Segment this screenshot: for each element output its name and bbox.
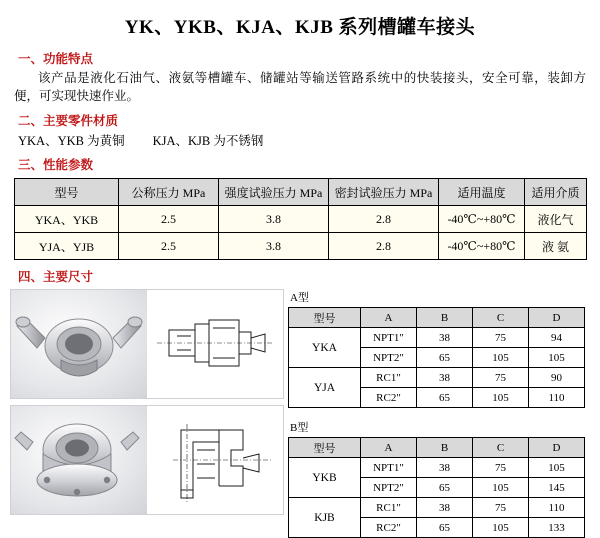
th-model: 型号 bbox=[289, 308, 361, 328]
cell-model: KJB bbox=[289, 498, 361, 538]
cell-d: 110 bbox=[529, 498, 585, 518]
cell-a: NPT2" bbox=[361, 478, 417, 498]
cell-temperature: -40℃~+80℃ bbox=[439, 233, 525, 260]
th-seal-test-pressure: 密封试验压力 MPa bbox=[329, 179, 439, 206]
th-medium: 适用介质 bbox=[525, 179, 587, 206]
material-stainless: KJA、KJB 为不锈钢 bbox=[152, 134, 264, 149]
th-nominal-pressure: 公称压力 MPa bbox=[119, 179, 219, 206]
th-c: C bbox=[473, 438, 529, 458]
section-heading-dimensions: 四、主要尺寸 bbox=[18, 270, 94, 285]
table-row bbox=[15, 206, 587, 233]
cell-d: 90 bbox=[529, 368, 585, 388]
cell-a: NPT1" bbox=[361, 458, 417, 478]
cell-d: 133 bbox=[529, 518, 585, 538]
cell-d: 110 bbox=[529, 388, 585, 408]
th-b: B bbox=[417, 308, 473, 328]
cell-b: 65 bbox=[417, 348, 473, 368]
flange-coupling-drawing-bottom bbox=[147, 406, 283, 514]
cell-a: RC2" bbox=[361, 518, 417, 538]
cell-b: 65 bbox=[417, 518, 473, 538]
cell-c: 105 bbox=[473, 388, 529, 408]
page-title: YK、YKB、KJA、KJB 系列槽罐车接头 bbox=[124, 17, 476, 38]
cell-c: 75 bbox=[473, 328, 529, 348]
cell-model: YKA bbox=[289, 328, 361, 368]
cell-d: 105 bbox=[529, 348, 585, 368]
th-d: D bbox=[529, 438, 585, 458]
cell-a: NPT2" bbox=[361, 348, 417, 368]
cell-model: YKA、YKB bbox=[15, 206, 119, 233]
flange-coupling-drawing-bottom-svg bbox=[147, 406, 283, 512]
cell-medium: 液化气 bbox=[525, 206, 587, 233]
cell-b: 38 bbox=[417, 328, 473, 348]
cell-a: RC1" bbox=[361, 368, 417, 388]
coupling-drawing-top bbox=[147, 290, 283, 398]
flange-coupling-photo-bottom-svg bbox=[11, 406, 147, 512]
spec-caption-a: A型 bbox=[290, 292, 309, 305]
coupling-drawing-top-svg bbox=[147, 290, 283, 396]
th-strength-test-pressure: 强度试验压力 MPa bbox=[219, 179, 329, 206]
table-row bbox=[289, 368, 585, 388]
th-a: A bbox=[361, 438, 417, 458]
table-header-row bbox=[15, 179, 587, 206]
cell-d: 145 bbox=[529, 478, 585, 498]
cell-b: 65 bbox=[417, 388, 473, 408]
spec-block-b bbox=[288, 419, 588, 538]
figure-type-a bbox=[10, 289, 284, 399]
performance-table bbox=[14, 178, 587, 260]
section-body-materials bbox=[18, 131, 600, 149]
cell-temperature: -40℃~+80℃ bbox=[439, 206, 525, 233]
th-b: B bbox=[417, 438, 473, 458]
cell-a: RC2" bbox=[361, 388, 417, 408]
cell-model: YKB bbox=[289, 458, 361, 498]
section-body-features: 该产品是液化石油气、液氨等槽罐车、储罐站等输送管路系统中的快装接头，安全可靠，装卸方便，可实现快速作业。 bbox=[14, 71, 586, 104]
cell-model: YJA、YJB bbox=[15, 233, 119, 260]
table-row bbox=[289, 458, 585, 478]
cell-d: 94 bbox=[529, 328, 585, 348]
dimensions-area bbox=[0, 289, 600, 538]
cell-c: 75 bbox=[473, 458, 529, 478]
coupling-photo-top-svg bbox=[11, 290, 147, 396]
cell-seal-test-pressure: 2.8 bbox=[329, 233, 439, 260]
section-heading-performance: 三、性能参数 bbox=[18, 158, 94, 173]
cell-a: RC1" bbox=[361, 498, 417, 518]
table-header-row bbox=[289, 308, 585, 328]
cell-c: 75 bbox=[473, 368, 529, 388]
th-d: D bbox=[529, 308, 585, 328]
coupling-photo-top bbox=[11, 290, 147, 398]
spec-block-a bbox=[288, 289, 588, 408]
image-column bbox=[10, 289, 282, 538]
cell-nominal-pressure: 2.5 bbox=[119, 233, 219, 260]
cell-strength-test-pressure: 3.8 bbox=[219, 206, 329, 233]
spec-caption-b: B型 bbox=[290, 422, 309, 435]
cell-d: 105 bbox=[529, 458, 585, 478]
cell-seal-test-pressure: 2.8 bbox=[329, 206, 439, 233]
cell-c: 105 bbox=[473, 348, 529, 368]
cell-b: 38 bbox=[417, 368, 473, 388]
cell-c: 105 bbox=[473, 518, 529, 538]
cell-b: 65 bbox=[417, 478, 473, 498]
spec-table-a bbox=[288, 307, 585, 408]
cell-medium: 液 氨 bbox=[525, 233, 587, 260]
performance-table-wrap bbox=[14, 178, 586, 260]
cell-c: 75 bbox=[473, 498, 529, 518]
table-row bbox=[289, 498, 585, 518]
table-row bbox=[289, 328, 585, 348]
table-row bbox=[15, 233, 587, 260]
th-model: 型号 bbox=[15, 179, 119, 206]
cell-nominal-pressure: 2.5 bbox=[119, 206, 219, 233]
section-heading-materials: 二、主要零件材质 bbox=[18, 114, 119, 129]
flange-coupling-photo-bottom bbox=[11, 406, 147, 514]
figure-type-b bbox=[10, 405, 284, 515]
cell-b: 38 bbox=[417, 498, 473, 518]
material-brass: YKA、YKB 为黄铜 bbox=[18, 134, 125, 149]
th-c: C bbox=[473, 308, 529, 328]
th-model: 型号 bbox=[289, 438, 361, 458]
section-heading-features: 一、功能特点 bbox=[18, 52, 94, 66]
th-temperature: 适用温度 bbox=[439, 179, 525, 206]
table-header-row bbox=[289, 438, 585, 458]
spec-column bbox=[288, 289, 588, 538]
cell-a: NPT1" bbox=[361, 328, 417, 348]
cell-model: YJA bbox=[289, 368, 361, 408]
cell-c: 105 bbox=[473, 478, 529, 498]
spec-table-b bbox=[288, 437, 585, 538]
cell-b: 38 bbox=[417, 458, 473, 478]
cell-strength-test-pressure: 3.8 bbox=[219, 233, 329, 260]
th-a: A bbox=[361, 308, 417, 328]
